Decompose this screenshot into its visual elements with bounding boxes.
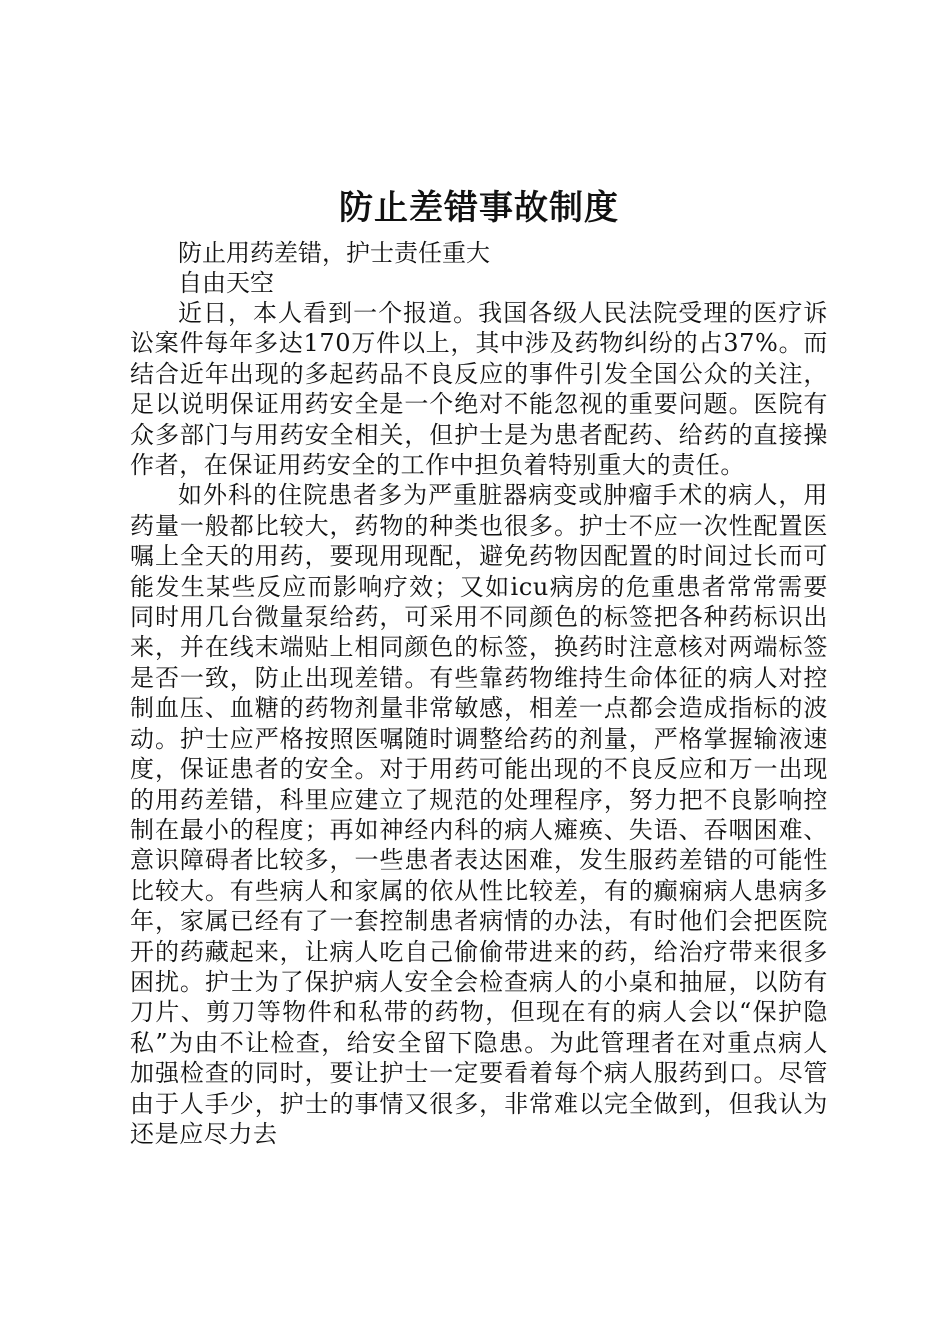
- document-title: 防止差错事故制度: [339, 188, 619, 228]
- document-author: 自由天空: [178, 269, 274, 297]
- paragraph-1: 近日，本人看到一个报道。我国各级人民法院受理的医疗诉讼案件每年多达170万件以上，其中涉及药物纠纷的占37%。而结合近年出现的多起药品不良反应的事件引发全国公众的关注，足以说明保证用药安全是一个绝对不能忽视的重要问题。医院有众多部门与用药安全相关，但护士是为患者配药、给药的直接操作者，在保证用药安全的工作中担负着特别重大的责任。: [130, 299, 828, 480]
- document-subtitle: 防止用药差错，护士责任重大: [178, 239, 490, 267]
- document-page: [130, 182, 828, 1149]
- paragraph-2: 如外科的住院患者多为严重脏器病变或肿瘤手术的病人，用药量一般都比较大，药物的种类也很多。护士不应一次性配置医嘱上全天的用药，要现用现配，避免药物因配置的时间过长而可能发生某些反应而影响疗效；又如icu病房的危重患者常常需要同时用几台微量泵给药，可采用不同颜色的标签把各种药标识出来，并在线末端贴上相同颜色的标签，换药时注意核对两端标签是否一致，防止出现差错。有些靠药物维持生命体征的病人对控制血压、血糖的药物剂量非常敏感，相差一点都会造成指标的波动。护士应严格按照医嘱随时调整给药的剂量，严格掌握输液速度，保证患者的安全。对于用药可能出现的不良反应和万一出现的用药差错，科里应建立了规范的处理程序，努力把不良影响控制在最小的程度；再如神经内科的病人瘫痪、失语、吞咽困难、意识障碍者比较多，一些患者表达困难，发生服药差错的可能性比较大。有些病人和家属的依从性比较差，有的癫痫病人患病多年，家属已经有了一套控制患者病情的办法，有时他们会把医院开的药藏起来，让病人吃自己偷偷带进来的药，给治疗带来很多困扰。护士为了保护病人安全会检查病人的小桌和抽屉，以防有刀片、剪刀等物件和私带的药物，但现在有的病人会以“保护隐私”为由不让检查，给安全留下隐患。为此管理者在对重点病人加强检查的同时，要让护士一定要看着每个病人服药到口。尽管由于人手少，护士的事情又很多，非常难以完全做到，但我认为还是应尽力去: [130, 481, 828, 1148]
